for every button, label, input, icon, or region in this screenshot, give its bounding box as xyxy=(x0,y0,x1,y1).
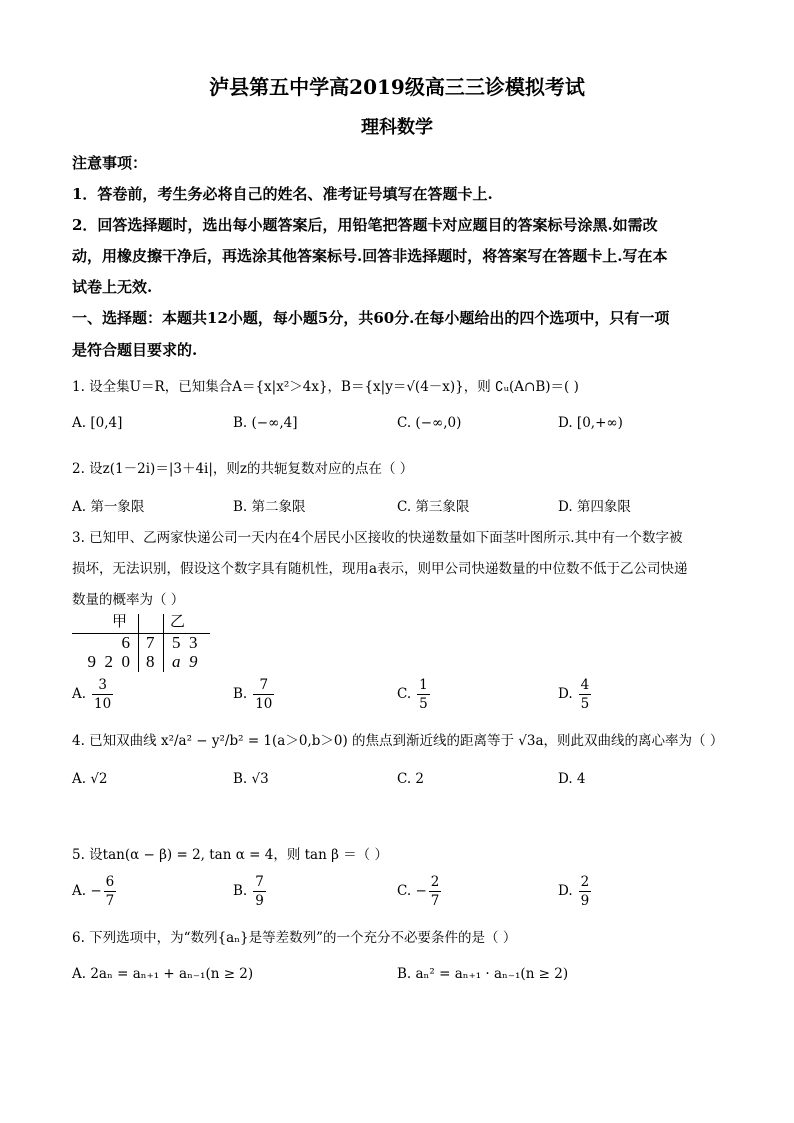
option-label: D. xyxy=(558,686,573,702)
question-4-option-b: B. √3 xyxy=(233,771,269,787)
option-label: A. xyxy=(72,883,87,899)
page-title: 泸县第五中学高2019级高三三诊模拟考试 xyxy=(209,75,585,99)
question-4-option-a: A. √2 xyxy=(72,771,108,787)
question-5-option-b xyxy=(233,873,266,910)
fraction xyxy=(253,873,266,910)
numerator: 7 xyxy=(253,676,274,695)
numerator: 3 xyxy=(92,676,113,695)
denominator: 10 xyxy=(94,696,112,712)
question-4-option-d: D. 4 xyxy=(558,771,586,787)
fraction xyxy=(253,676,274,713)
question-3-option-d xyxy=(558,676,591,713)
section-heading-line-2: 是符合题目要求的. xyxy=(72,341,198,359)
question-4-stem: 4. 已知双曲线 x²/a² − y²/b² = 1(a＞0,b＞0) 的焦点到渐近线的距离等于 √3a，则此双曲线的离心率为（ ） xyxy=(72,733,724,749)
denominator: 7 xyxy=(105,893,115,909)
option-label: C. xyxy=(397,883,412,899)
question-3-option-a xyxy=(72,676,113,713)
question-6-option-a: A. 2aₙ = aₙ₊₁ + aₙ₋₁(n ≥ 2) xyxy=(72,966,254,982)
question-1-stem: 1. 设全集U＝R，已知集合A＝{x|x²＞4x}，B＝{x|y＝√(4－x)}，则 ∁ᵤ(A∩B)＝( ) xyxy=(72,379,579,395)
denominator: 9 xyxy=(580,893,590,909)
denominator: 9 xyxy=(255,893,264,909)
question-5-option-c xyxy=(397,873,441,910)
question-3-option-b xyxy=(233,676,274,713)
option-label: A. xyxy=(72,686,87,702)
question-1-option-b: B. (−∞,4] xyxy=(233,415,298,431)
question-2-option-c: C. 第三象限 xyxy=(397,499,470,515)
fraction xyxy=(429,873,442,910)
denominator: 5 xyxy=(419,696,428,712)
note-2-line-1: 2．回答选择题时，选出每小题答案后，用铅笔把答题卡对应题目的答案标号涂黑.如需改 xyxy=(72,216,658,234)
numerator: 1 xyxy=(419,677,428,693)
denominator: 5 xyxy=(580,696,590,712)
stem-leaf-row-1-right: 5 3 xyxy=(172,633,198,652)
stem-leaf-left-header: 甲 xyxy=(112,614,128,630)
question-2-option-a: A. 第一象限 xyxy=(72,499,145,515)
question-3-stem-line-3: 数量的概率为（ ） xyxy=(72,592,185,608)
question-5-option-a xyxy=(72,873,116,910)
numerator: 2 xyxy=(580,874,590,890)
stem-leaf-row-1-stem: 7 xyxy=(146,633,155,652)
question-1-option-d: D. [0,+∞) xyxy=(558,415,623,431)
denominator: 10 xyxy=(255,696,273,712)
question-1-option-a: A. [0,4] xyxy=(72,415,123,431)
question-5-stem: 5. 设tan(α − β) = 2, tan α = 4，则 tan β ＝（ ） xyxy=(72,847,388,863)
question-2-option-d: D. 第四象限 xyxy=(558,499,631,515)
note-1: 1．答卷前，考生务必将自己的姓名、准考证号填写在答题卡上. xyxy=(72,185,493,203)
numerator: 4 xyxy=(580,677,590,693)
question-1-option-c: C. (−∞,0) xyxy=(397,415,462,431)
question-6-stem: 6. 下列选项中，为“数列{aₙ}是等差数列”的一个充分不必要条件的是（ ） xyxy=(72,930,517,946)
stem-leaf-row-2-left: 9 2 0 xyxy=(87,652,130,671)
page-subtitle: 理科数学 xyxy=(361,117,433,138)
stem-leaf-row-2-stem: 8 xyxy=(146,652,155,671)
question-4-option-c: C. 2 xyxy=(397,771,425,787)
stem-leaf-left-divider xyxy=(138,614,139,672)
question-3-stem-line-1: 3. 已知甲、乙两家快递公司一天内在4个居民小区接收的快递数量如下面茎叶图所示.其中有一个数字被 xyxy=(72,530,683,546)
numerator: 7 xyxy=(255,874,264,890)
option-label: B. xyxy=(233,686,248,702)
note-2-line-3: 试卷上无效. xyxy=(72,278,153,296)
notes-heading: 注意事项： xyxy=(72,154,148,172)
minus-sign: − xyxy=(415,883,427,899)
option-label: B. xyxy=(233,883,248,899)
question-2-stem: 2. 设z(1－2i)＝|3＋4i|，则z的共轭复数对应的点在（ ） xyxy=(72,461,414,477)
option-label: D. xyxy=(558,883,573,899)
stem-leaf-row-1-left: 6 xyxy=(121,633,130,652)
fraction xyxy=(92,676,113,713)
minus-sign: − xyxy=(90,883,102,899)
stem-leaf-right-divider xyxy=(163,614,164,672)
question-6-option-b: B. aₙ² = aₙ₊₁ · aₙ₋₁(n ≥ 2) xyxy=(397,966,569,982)
question-3-stem-line-2: 损坏，无法识别，假设这个数字具有随机性，现用a表示，则甲公司快递数量的中位数不低于乙公司快递 xyxy=(72,561,688,577)
fraction xyxy=(579,873,592,910)
question-5-option-d xyxy=(558,873,591,910)
note-2-line-2: 动，用橡皮擦干净后，再选涂其他答案标号.回答非选择题时，将答案写在答题卡上.写在本 xyxy=(72,247,668,265)
fraction xyxy=(579,676,592,713)
numerator: 2 xyxy=(430,874,440,890)
question-3-option-c xyxy=(397,676,430,713)
section-heading-line-1: 一、选择题：本题共12小题，每小题5分，共60分.在每小题给出的四个选项中，只有一项 xyxy=(72,309,670,327)
fraction xyxy=(417,676,430,713)
denominator: 7 xyxy=(430,893,440,909)
numerator: 6 xyxy=(105,874,115,890)
stem-leaf-row-2-right: a 9 xyxy=(172,652,198,671)
question-2-option-b: B. 第二象限 xyxy=(233,499,306,515)
fraction xyxy=(104,873,117,910)
option-label: C. xyxy=(397,686,412,702)
stem-leaf-right-header: 乙 xyxy=(170,614,186,630)
